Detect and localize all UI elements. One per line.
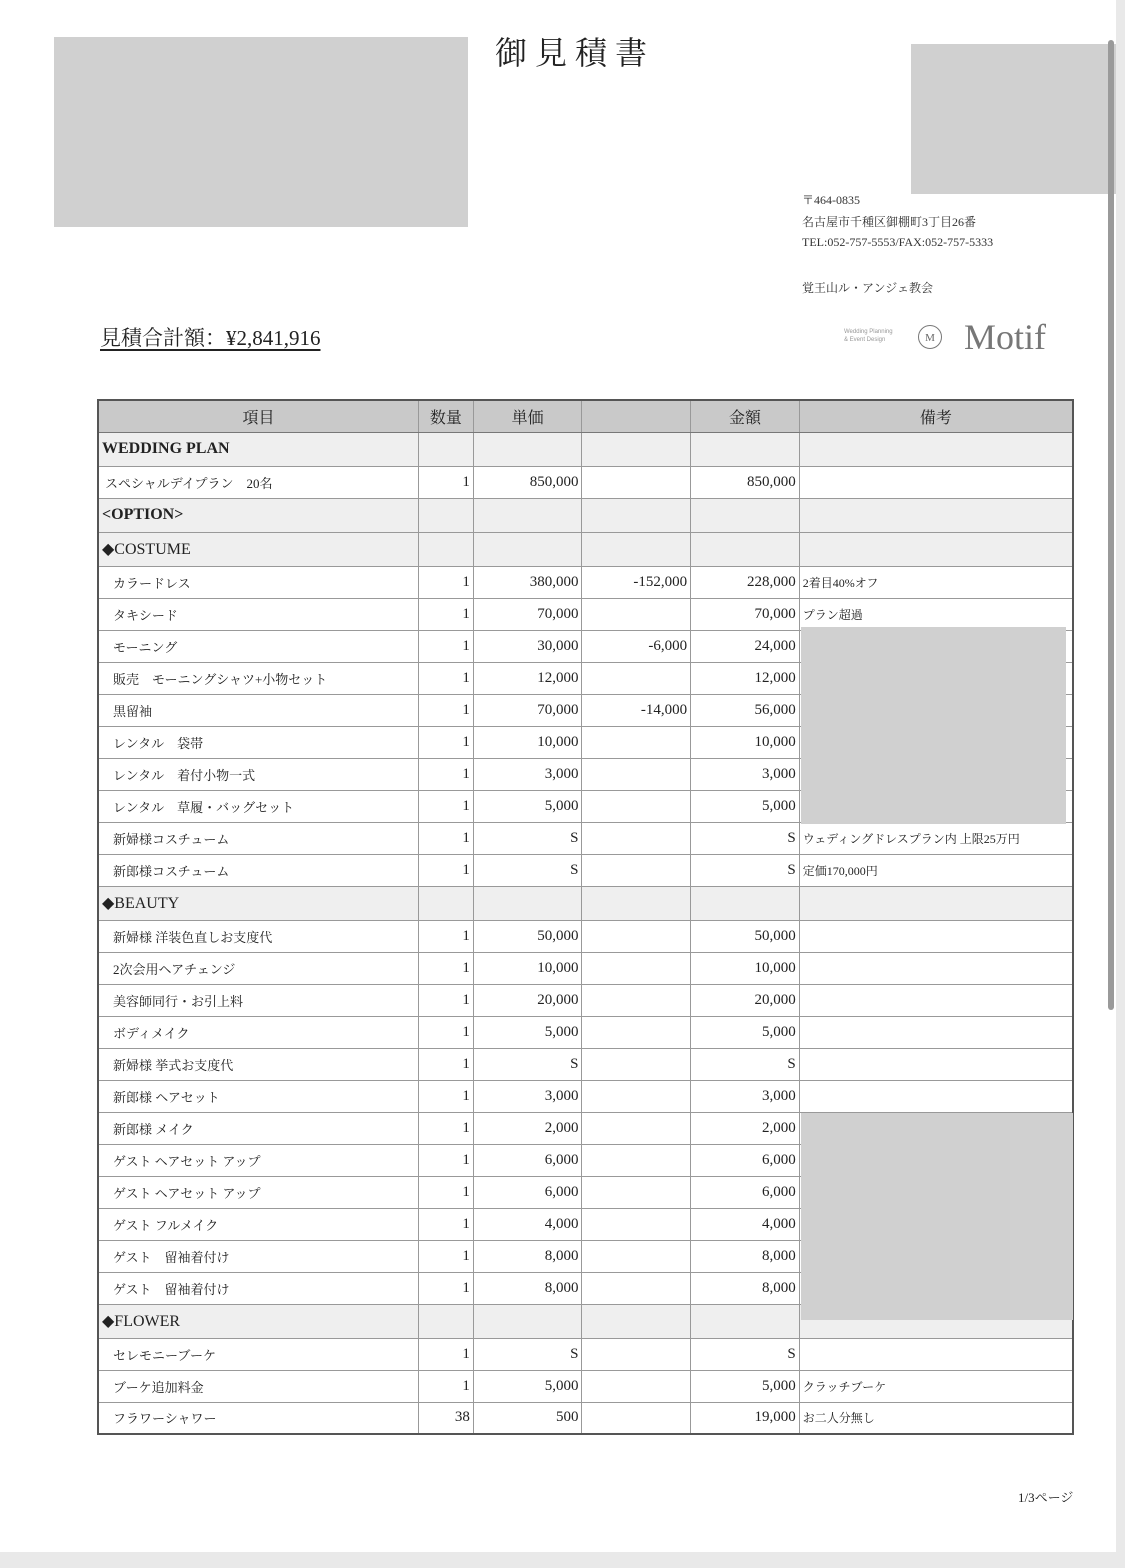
section-empty-cell [691, 432, 800, 466]
cell-name: 販売 モーニングシャツ+小物セット [98, 662, 418, 694]
cell-discount: -14,000 [582, 694, 691, 726]
section-empty-cell [418, 532, 473, 566]
section-empty-cell [582, 498, 691, 532]
cell-discount [582, 1048, 691, 1080]
cell-discount [582, 822, 691, 854]
cell-name: 美容師同行・お引上料 [98, 984, 418, 1016]
cell-amount: 850,000 [691, 466, 800, 498]
logo-brand: Motif [964, 317, 1047, 357]
document-title: 御見積書 [494, 35, 655, 71]
cell-note [799, 1080, 1073, 1112]
cell-unit: 70,000 [473, 694, 582, 726]
section-empty-cell [582, 432, 691, 466]
cell-qty: 1 [418, 1272, 473, 1304]
cell-amount: 24,000 [691, 630, 800, 662]
cell-unit: S [473, 854, 582, 886]
cell-note: お二人分無し [799, 1402, 1073, 1434]
cell-qty: 1 [418, 1208, 473, 1240]
cell-note [799, 466, 1073, 498]
page-number: 1/3ページ [1018, 1490, 1074, 1505]
cell-note: 2着目40%オフ [799, 566, 1073, 598]
cell-unit: 5,000 [473, 790, 582, 822]
cell-discount: -152,000 [582, 566, 691, 598]
cell-discount [582, 1240, 691, 1272]
cell-discount [582, 1370, 691, 1402]
cell-name: 2次会用ヘアチェンジ [98, 952, 418, 984]
tel-fax: TEL:052-757-5553/FAX:052-757-5333 [802, 235, 994, 249]
cell-amount: S [691, 854, 800, 886]
cell-name: タキシード [98, 598, 418, 630]
section-empty-cell [418, 432, 473, 466]
table-row [98, 920, 1073, 952]
cell-qty: 1 [418, 822, 473, 854]
cell-qty: 1 [418, 790, 473, 822]
cell-qty: 1 [418, 1176, 473, 1208]
section-row [98, 532, 1073, 566]
cell-discount [582, 790, 691, 822]
section-empty-cell [582, 886, 691, 920]
section-empty-cell [418, 498, 473, 532]
cell-unit: 5,000 [473, 1370, 582, 1402]
cell-amount: 4,000 [691, 1208, 800, 1240]
cell-note [799, 920, 1073, 952]
cell-qty: 38 [418, 1402, 473, 1434]
section-empty-cell [473, 1304, 582, 1338]
section-empty-cell [582, 532, 691, 566]
cell-name: 新婦様 洋装色直しお支度代 [98, 920, 418, 952]
cell-unit: 380,000 [473, 566, 582, 598]
cell-name: 新郎様 メイク [98, 1112, 418, 1144]
cell-discount [582, 1112, 691, 1144]
cell-discount [582, 1208, 691, 1240]
table-row [98, 1048, 1073, 1080]
section-title: ◆BEAUTY [98, 886, 418, 920]
cell-amount: S [691, 822, 800, 854]
cell-name: ゲスト ヘアセット アップ [98, 1176, 418, 1208]
cell-qty: 1 [418, 598, 473, 630]
cell-discount [582, 1402, 691, 1434]
cell-unit: 4,000 [473, 1208, 582, 1240]
cell-qty: 1 [418, 1240, 473, 1272]
section-empty-cell [799, 432, 1073, 466]
cell-qty: 1 [418, 1370, 473, 1402]
cell-unit: 50,000 [473, 920, 582, 952]
cell-discount: -6,000 [582, 630, 691, 662]
cell-discount [582, 1176, 691, 1208]
cell-qty: 1 [418, 630, 473, 662]
cell-note [799, 952, 1073, 984]
cell-name: フラワーシャワー [98, 1402, 418, 1434]
cell-unit: 3,000 [473, 758, 582, 790]
cell-name: ゲスト フルメイク [98, 1208, 418, 1240]
cell-amount: 8,000 [691, 1272, 800, 1304]
cell-qty: 1 [418, 1112, 473, 1144]
table-row [98, 984, 1073, 1016]
cell-name: 新婦様 挙式お支度代 [98, 1048, 418, 1080]
cell-qty: 1 [418, 1016, 473, 1048]
section-empty-cell [473, 432, 582, 466]
cell-amount: S [691, 1338, 800, 1370]
cell-unit: 8,000 [473, 1240, 582, 1272]
street-address: 名古屋市千種区御棚町3丁目26番 [802, 215, 977, 229]
cell-name: ゲスト ヘアセット アップ [98, 1144, 418, 1176]
cell-amount: 2,000 [691, 1112, 800, 1144]
cell-name: モーニング [98, 630, 418, 662]
cell-unit: 5,000 [473, 1016, 582, 1048]
cell-amount: 20,000 [691, 984, 800, 1016]
cell-discount [582, 1080, 691, 1112]
cell-discount [582, 1144, 691, 1176]
cell-note: 定価170,000円 [799, 854, 1073, 886]
section-empty-cell [582, 1304, 691, 1338]
cell-qty: 1 [418, 466, 473, 498]
table-row [98, 566, 1073, 598]
table-row [98, 1370, 1073, 1402]
venue-name: 覚王山ル・アンジェ教会 [802, 281, 933, 295]
cell-qty: 1 [418, 758, 473, 790]
cell-name: 新郎様コスチューム [98, 854, 418, 886]
logo-tagline: Wedding Planning & Event Design [844, 329, 893, 343]
section-title: WEDDING PLAN [98, 432, 418, 466]
cell-name: レンタル 草履・バッグセット [98, 790, 418, 822]
cell-qty: 1 [418, 566, 473, 598]
header-item: 項目 [98, 400, 418, 432]
cell-amount: 50,000 [691, 920, 800, 952]
cell-qty: 1 [418, 662, 473, 694]
header-amount: 金額 [691, 400, 800, 432]
table-header-row [98, 400, 1073, 432]
cell-unit: 500 [473, 1402, 582, 1434]
table-row [98, 598, 1073, 630]
section-empty-cell [799, 886, 1073, 920]
header-discount [582, 400, 691, 432]
cell-qty: 1 [418, 1144, 473, 1176]
cell-name: レンタル 袋帯 [98, 726, 418, 758]
table-row [98, 1080, 1073, 1112]
section-empty-cell [799, 532, 1073, 566]
cell-amount: 6,000 [691, 1176, 800, 1208]
cell-discount [582, 1016, 691, 1048]
cell-unit: 20,000 [473, 984, 582, 1016]
section-empty-cell [691, 886, 800, 920]
cell-unit: 2,000 [473, 1112, 582, 1144]
cell-amount: S [691, 1048, 800, 1080]
cell-unit: 10,000 [473, 726, 582, 758]
redacted-block-left [54, 37, 468, 227]
cell-qty: 1 [418, 920, 473, 952]
cell-name: セレモニーブーケ [98, 1338, 418, 1370]
cell-amount: 5,000 [691, 1016, 800, 1048]
table-row [98, 1338, 1073, 1370]
cell-qty: 1 [418, 726, 473, 758]
cell-discount [582, 726, 691, 758]
cell-discount [582, 1272, 691, 1304]
cell-name: レンタル 着付小物一式 [98, 758, 418, 790]
section-empty-cell [473, 886, 582, 920]
header-qty: 数量 [418, 400, 473, 432]
cell-unit: 6,000 [473, 1144, 582, 1176]
cell-discount [582, 854, 691, 886]
cell-note: プラン超過 [799, 598, 1073, 630]
table-row [98, 952, 1073, 984]
cell-qty: 1 [418, 1338, 473, 1370]
cell-qty: 1 [418, 694, 473, 726]
cell-name: カラードレス [98, 566, 418, 598]
cell-amount: 70,000 [691, 598, 800, 630]
cell-amount: 3,000 [691, 758, 800, 790]
cell-name: ブーケ追加料金 [98, 1370, 418, 1402]
cell-amount: 10,000 [691, 726, 800, 758]
table-row [98, 466, 1073, 498]
cell-unit: 10,000 [473, 952, 582, 984]
cell-discount [582, 984, 691, 1016]
section-title: ◆COSTUME [98, 532, 418, 566]
cell-discount [582, 598, 691, 630]
cell-note [799, 1016, 1073, 1048]
cell-amount: 5,000 [691, 1370, 800, 1402]
cell-name: ゲスト 留袖着付け [98, 1272, 418, 1304]
section-row [98, 886, 1073, 920]
section-empty-cell [691, 532, 800, 566]
cell-note: クラッチブーケ [799, 1370, 1073, 1402]
cell-qty: 1 [418, 952, 473, 984]
cell-note [799, 1338, 1073, 1370]
section-empty-cell [473, 498, 582, 532]
cell-unit: 70,000 [473, 598, 582, 630]
table-row [98, 1402, 1073, 1434]
cell-amount: 228,000 [691, 566, 800, 598]
cell-amount: 3,000 [691, 1080, 800, 1112]
cell-discount [582, 758, 691, 790]
section-row [98, 432, 1073, 466]
estimate-total: 見積合計額：¥2,841,916 [100, 326, 321, 350]
cell-note [799, 1048, 1073, 1080]
section-empty-cell [418, 1304, 473, 1338]
cell-unit: 30,000 [473, 630, 582, 662]
cell-name: ボディメイク [98, 1016, 418, 1048]
cell-unit: 6,000 [473, 1176, 582, 1208]
cell-amount: 5,000 [691, 790, 800, 822]
cell-unit: 12,000 [473, 662, 582, 694]
cell-discount [582, 662, 691, 694]
cell-unit: 3,000 [473, 1080, 582, 1112]
cell-qty: 1 [418, 1080, 473, 1112]
section-empty-cell [691, 498, 800, 532]
header-unit-price: 単価 [473, 400, 582, 432]
cell-discount [582, 1338, 691, 1370]
logo-circle-icon: M [918, 325, 942, 349]
cell-note: ウェディングドレスプラン内 上限25万円 [799, 822, 1073, 854]
section-title: <OPTION> [98, 498, 418, 532]
cell-name: 新郎様 ヘアセット [98, 1080, 418, 1112]
cell-amount: 19,000 [691, 1402, 800, 1434]
cell-unit: 8,000 [473, 1272, 582, 1304]
cell-amount: 6,000 [691, 1144, 800, 1176]
cell-name: 黒留袖 [98, 694, 418, 726]
section-title: ◆FLOWER [98, 1304, 418, 1338]
header-note: 備考 [799, 400, 1073, 432]
postal-code: 〒464-0835 [802, 193, 860, 207]
cell-amount: 56,000 [691, 694, 800, 726]
redacted-notes-costume [801, 627, 1066, 824]
cell-unit: 850,000 [473, 466, 582, 498]
redacted-block-right [911, 44, 1116, 194]
cell-unit: S [473, 822, 582, 854]
cell-discount [582, 920, 691, 952]
cell-name: 新婦様コスチューム [98, 822, 418, 854]
table-row [98, 854, 1073, 886]
scrollbar[interactable] [1108, 40, 1114, 1010]
cell-name: スペシャルデイプラン 20名 [98, 466, 418, 498]
cell-note [799, 984, 1073, 1016]
section-empty-cell [473, 532, 582, 566]
section-empty-cell [691, 1304, 800, 1338]
table-row [98, 822, 1073, 854]
cell-unit: S [473, 1338, 582, 1370]
cell-qty: 1 [418, 984, 473, 1016]
redacted-notes-beauty [801, 1113, 1073, 1320]
table-row [98, 1016, 1073, 1048]
cell-amount: 8,000 [691, 1240, 800, 1272]
cell-amount: 12,000 [691, 662, 800, 694]
cell-name: ゲスト 留袖着付け [98, 1240, 418, 1272]
section-row [98, 498, 1073, 532]
section-empty-cell [799, 498, 1073, 532]
cell-unit: S [473, 1048, 582, 1080]
cell-amount: 10,000 [691, 952, 800, 984]
cell-discount [582, 466, 691, 498]
cell-qty: 1 [418, 1048, 473, 1080]
section-empty-cell [418, 886, 473, 920]
cell-discount [582, 952, 691, 984]
cell-qty: 1 [418, 854, 473, 886]
